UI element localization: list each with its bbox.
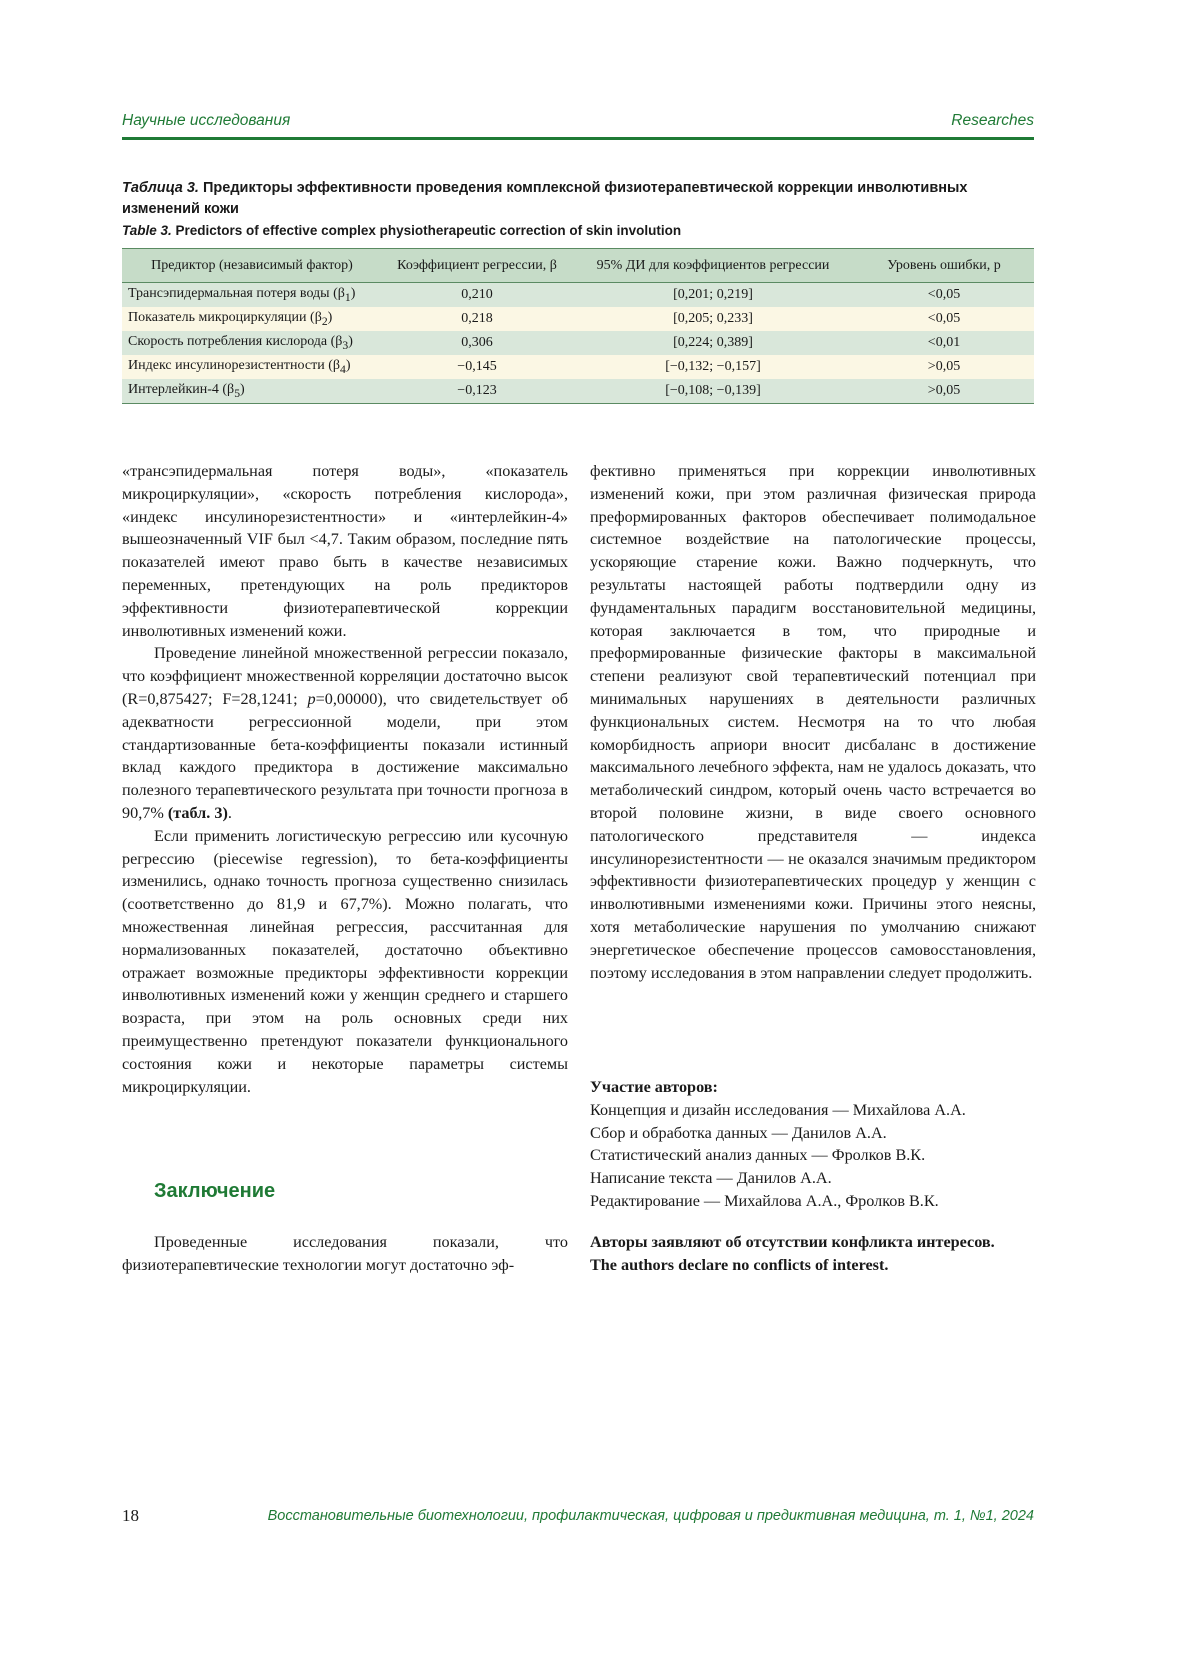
coefficient-cell: 0,218 — [382, 307, 572, 331]
body-text: Проведение линейной множественной регрессии показало, что коэффициент множественной корреляции достаточно высок (R=0,875427; F=28,1241; — [122, 644, 568, 708]
predictor-close: ) — [350, 286, 356, 302]
coefficient-cell: 0,306 — [382, 331, 572, 355]
beta-subscript: 3 — [342, 338, 349, 352]
contribution-line: Написание текста — Данилов А.А. — [590, 1169, 832, 1188]
header-rule — [122, 137, 1034, 140]
conflict-statement — [590, 1231, 1036, 1277]
table-row — [122, 331, 1034, 355]
body-paragraph — [122, 642, 568, 824]
predictor-label: Скорость потребления кислорода (β — [128, 334, 343, 350]
table-header-cell: Уровень ошибки, p — [854, 249, 1034, 283]
body-text: . — [227, 803, 232, 822]
table-caption-ru-text: Предикторы эффективности проведения комплексной физиотерапевтической коррекции инволютивных изменений кожи — [122, 180, 968, 217]
predictor-cell — [122, 355, 382, 379]
table-header-cell: Коэффициент регрессии, β — [382, 249, 572, 283]
conflict-en: The authors declare no conflicts of interest. — [590, 1255, 889, 1274]
predictor-label: Интерлейкин-4 (β — [128, 382, 235, 398]
beta-subscript: 1 — [344, 290, 351, 304]
table-row — [122, 283, 1034, 308]
table-caption-ru-label: Таблица 3. — [122, 180, 199, 196]
table-row — [122, 379, 1034, 404]
p-value-cell: >0,05 — [854, 379, 1034, 404]
table-header-cell: 95% ДИ для коэффициентов регрессии — [572, 249, 854, 283]
coefficient-cell: −0,123 — [382, 379, 572, 404]
predictor-close: ) — [240, 382, 245, 398]
body-paragraph: «трансэпидермальная потеря воды», «показатель микроциркуляции», «скорость потребления кислорода», «индекс инсулинорезистентности» и «интерлейкин-4» вышеозначенный VIF был <4,7. Таким образом, последние пять показателей имеют право быть в качестве независимых переменных, претендующих на роль предикторов эффективности физиотерапевтической коррекции инволютивных изменений кожи. — [122, 462, 568, 640]
beta-subscript: 5 — [234, 386, 241, 400]
journal-footer: Восстановительные биотехнологии, профилактическая, цифровая и предиктивная медицина, т. 1, №1, 2024 — [267, 1508, 1034, 1524]
table-caption-en-text: Predictors of effective complex physiotherapeutic correction of skin involution — [171, 223, 682, 238]
p-value-cell: <0,01 — [854, 331, 1034, 355]
table-reference-link[interactable]: (табл. 3) — [167, 803, 228, 822]
conflict-ru: Авторы заявляют об отсутствии конфликта интересов. — [590, 1233, 995, 1251]
left-column — [122, 460, 568, 1098]
header-left-title: Научные исследования — [122, 112, 291, 129]
predictor-label: Индекс инсулинорезистентности (β — [128, 358, 340, 374]
conclusion-section — [122, 1231, 568, 1277]
contribution-line: Статистический анализ данных — Фролков В.К. — [590, 1146, 926, 1165]
predictor-label: Трансэпидермальная потеря воды (β — [128, 286, 345, 302]
predictor-close: ) — [345, 358, 351, 374]
body-text: =0,00000), что свидетельствует об адекватности регрессионной модели, при этом стандартизованные бета-коэффициенты показали истинный вклад каждого предиктора в достижение максимально полезного терапевтического результата при точности прогноза в 90,7% — [122, 689, 568, 822]
ci-cell: [0,205; 0,233] — [572, 307, 854, 331]
page-number: 18 — [122, 1506, 139, 1525]
p-value-cell: <0,05 — [854, 307, 1034, 331]
header-right-title: Researches — [951, 112, 1034, 129]
predictor-cell — [122, 379, 382, 404]
predictor-cell — [122, 283, 382, 308]
contribution-line: Концепция и дизайн исследования — Михайлова А.А. — [590, 1100, 966, 1119]
coefficient-cell: −0,145 — [382, 355, 572, 379]
author-contributions — [590, 1076, 1036, 1213]
running-header — [122, 112, 1034, 138]
body-paragraph: Проведенные исследования показали, что физиотерапевтические технологии могут достаточно эф- — [122, 1233, 568, 1274]
table-header-cell: Предиктор (независимый фактор) — [122, 249, 382, 283]
predictor-label: Показатель микроциркуляции (β — [128, 310, 322, 326]
right-column — [590, 460, 1036, 984]
conclusion-heading: Заключение — [154, 1180, 276, 1202]
body-paragraph: Если применить логистическую регрессию или кусочную регрессию (piecewise regression), то бета-коэффициенты изменились, однако точность прогноза существенно снизилась (соответственно до 81,9 и 67,7%). Можно полагать, что множественная линейная регрессия, рассчитанная для нормализованных показателей, достаточно объективно отражает возможные предикторы эффективности коррекции инволютивных изменений кожи у женщин среднего и старшего возраста, при этом на роль основных среди них преимущественно претендуют показатели функционального состояния кожи и некоторые параметры системы микроциркуляции. — [122, 826, 568, 1096]
table-row — [122, 355, 1034, 379]
ci-cell: [−0,132; −0,157] — [572, 355, 854, 379]
table-caption-en — [122, 222, 1034, 240]
contribution-line: Сбор и обработка данных — Данилов А.А. — [590, 1123, 887, 1142]
predictor-close: ) — [348, 334, 353, 350]
contribution-line: Редактирование — Михайлова А.А., Фролков В.К. — [590, 1191, 939, 1210]
contributions-title: Участие авторов: — [590, 1078, 718, 1096]
table-row — [122, 307, 1034, 331]
ci-cell: [−0,108; −0,139] — [572, 379, 854, 404]
table-caption-ru — [122, 178, 1034, 220]
page — [122, 0, 1034, 1668]
table-caption-en-label: Table 3. — [122, 223, 172, 238]
beta-subscript: 4 — [340, 362, 346, 376]
ci-cell: [0,224; 0,389] — [572, 331, 854, 355]
body-paragraph: фективно применяться при коррекции инволютивных изменений кожи, при этом различная физическая природа преформированных факторов обеспечивает полимодальное системное воздействие на патологические процессы, ускоряющие старение кожи. Важно подчеркнуть, что результаты настоящей работы подтвердили одну из фундаментальных парадигм восстановительной медицины, которая заключается в том, что природные и преформированные физические факторы в максимальной степени реализуют свой терапевтический потенциал при минимальных нарушениях в деятельности различных функциональных систем. Несмотря на то что любая коморбидность априори вносит дисбаланс в достижение максимального лечебного эффекта, нам не удалось доказать, что метаболический синдром, который очень часто встречается во второй половине жизни, в виде своего основного патологического представителя — индекса инсулинорезистентности — не оказался значимым предиктором эффективности физиотерапевтических процедур у женщин с инволютивными изменениями кожи. Причины этого неясны, хотя метаболические нарушения по умолчанию снижают энергетическое обеспечение процессов самовосстановления, поэтому исследования в этом направлении следует продолжить. — [590, 462, 1036, 982]
p-value-cell: >0,05 — [854, 355, 1034, 379]
predictor-cell — [122, 307, 382, 331]
predictors-table — [122, 248, 1034, 404]
p-value-cell: <0,05 — [854, 283, 1034, 308]
coefficient-cell: 0,210 — [382, 283, 572, 308]
predictor-cell — [122, 331, 382, 355]
p-symbol: p — [307, 689, 316, 708]
table-header-row — [122, 249, 1034, 283]
predictor-close: ) — [327, 310, 333, 326]
ci-cell: [0,201; 0,219] — [572, 283, 854, 308]
beta-subscript: 2 — [321, 314, 328, 328]
